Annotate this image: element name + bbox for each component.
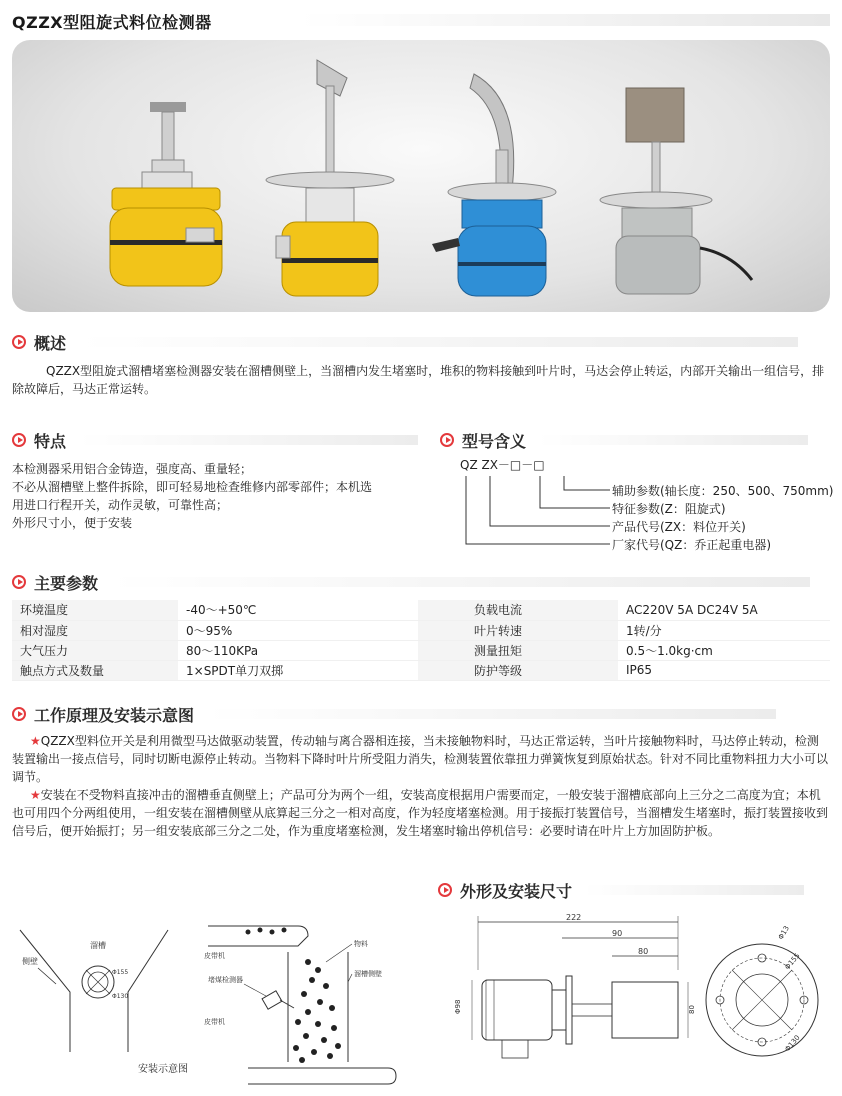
dim-80: 80 [638,947,649,956]
param-key: 测量扭矩 [418,640,618,660]
product-grey [600,88,752,294]
model-legend-lines [460,470,620,550]
param-value: 0～95% [178,620,418,640]
param-key: 触点方式及数量 [12,660,178,680]
feature-line: 本检测器采用铝合金铸造，强度高、重量轻； [12,462,253,476]
dim-90: 90 [612,929,623,938]
dim-phi130: Φ130 [783,1033,802,1054]
product-yellow-2 [266,60,394,296]
principle-heading: 工作原理及安装示意图 [12,702,776,726]
param-key: 环境温度 [12,600,178,620]
star-icon: ★ [30,734,41,748]
section-bullet-icon [12,335,26,349]
model-code: QZ ZX－□－□ [460,458,545,472]
dim-80-vertical: 80 [688,1005,696,1014]
param-value: 80～110KPa [178,640,418,660]
star-icon: ★ [30,788,41,802]
overview-text: QZZX型阻旋式溜槽堵塞检测器安装在溜槽侧壁上，当溜槽内发生堵塞时，堆积的物料接触到叶片时，马达会停止转运，内部开关输出一组信号，排除故障后，马达正常运转。 [12,364,825,396]
installation-diagram [8,912,428,1092]
param-key: 叶片转速 [418,620,618,640]
label-belt-top: 皮带机 [204,952,225,960]
section-bullet-icon [440,433,454,447]
label-phi155-small: Φ155 [112,969,129,976]
model-legend-product: 产品代号(ZX：料位开关) [612,520,746,534]
dimensions-heading: 外形及安装尺寸 [438,878,804,902]
dim-phi155: Φ155 [783,951,802,972]
param-value: 0.5～1.0kg·cm [618,640,830,660]
dim-222: 222 [566,913,582,922]
dim-phi13: Φ13 [776,924,791,941]
dimension-drawing [442,910,832,1090]
param-value: IP65 [618,660,830,680]
product-photo-illustration [12,40,830,312]
product-photo-panel [12,40,830,312]
title-decor-bar [300,14,830,26]
param-key: 防护等级 [418,660,618,680]
dim-phi98: Φ98 [454,999,462,1014]
principle-note-2: ★安装在不受物料直接冲击的溜槽垂直侧壁上；产品可分为两个一组，安装高度根据用户需要而定，一般安装于溜槽底部向上三分之二高度为宜；本机也可用四个分两组使用，一组安装在溜槽侧壁从底算起三分之一相对高度，作为轻度堵塞检测。用于接振打装置信号，当溜槽发生堵塞时，振打装置接收到信号后，便开始振打；另一组安装底部三分之二处，作为重度堵塞检测，发生堵塞时输出停机信号：必要时请在叶片上方加固防护板。 [12,788,829,838]
page-title: QZZX型阻旋式料位检测器 [12,13,212,32]
table-row [12,620,830,640]
features-heading: 特点 [12,428,418,452]
product-yellow-1 [110,102,222,286]
param-key: 负载电流 [418,600,618,620]
install-caption: 安装示意图 [138,1064,188,1075]
table-row [12,640,830,660]
feature-line: 不必从溜槽壁上整件拆除，即可轻易地检查维修内部零部件；本机选 [12,480,373,494]
label-detector: 堵煤检测器 [208,976,243,984]
feature-line: 外形尺寸小，便于安装 [12,516,133,530]
principle-note-1: ★QZZX型料位开关是利用微型马达做驱动装置，传动轴与离合器相连接，当未接触物料时，马达正常运转，当叶片接触物料时，马达停止转动，检测装置输出一接点信号，同时切断电源停止转动。当物料下降时叶片所受阻力消失，检测装置依靠扭力弹簧恢复到原始状态。针对不同比重物料扭力大小可以调节。 [12,734,829,784]
params-table [12,600,830,681]
section-bullet-icon [438,883,452,897]
param-value: AC220V 5A DC24V 5A [618,600,830,620]
section-bullet-icon [12,433,26,447]
model-heading: 型号含义 [440,428,808,452]
model-legend-aux: 辅助参数(轴长度：250、500、750mm) [612,484,834,498]
model-legend-maker: 厂家代号(QZ：乔正起重电器) [612,538,772,552]
label-chute: 溜槽 [90,941,106,950]
overview-heading: 概述 [12,330,798,354]
label-phi130-small: Φ130 [112,993,129,1000]
param-value: 1转/分 [618,620,830,640]
section-bullet-icon [12,707,26,721]
label-chute-wall: 溜槽侧壁 [354,970,382,978]
label-belt-bottom: 皮带机 [204,1018,225,1026]
product-blue [432,74,556,296]
params-heading: 主要参数 [12,570,810,594]
table-row [12,600,830,620]
param-value: 1×SPDT单刀双掷 [178,660,418,680]
model-legend-feature: 特征参数(Z：阻旋式) [612,502,726,516]
feature-line: 用进口行程开关，动作灵敏，可靠性高； [12,498,229,512]
param-value: -40～+50℃ [178,600,418,620]
table-row [12,660,830,680]
label-side-wall: 侧壁 [22,957,38,966]
param-key: 大气压力 [12,640,178,660]
param-key: 相对湿度 [12,620,178,640]
section-bullet-icon [12,575,26,589]
label-material: 物料 [354,940,368,948]
features-text [12,460,442,532]
